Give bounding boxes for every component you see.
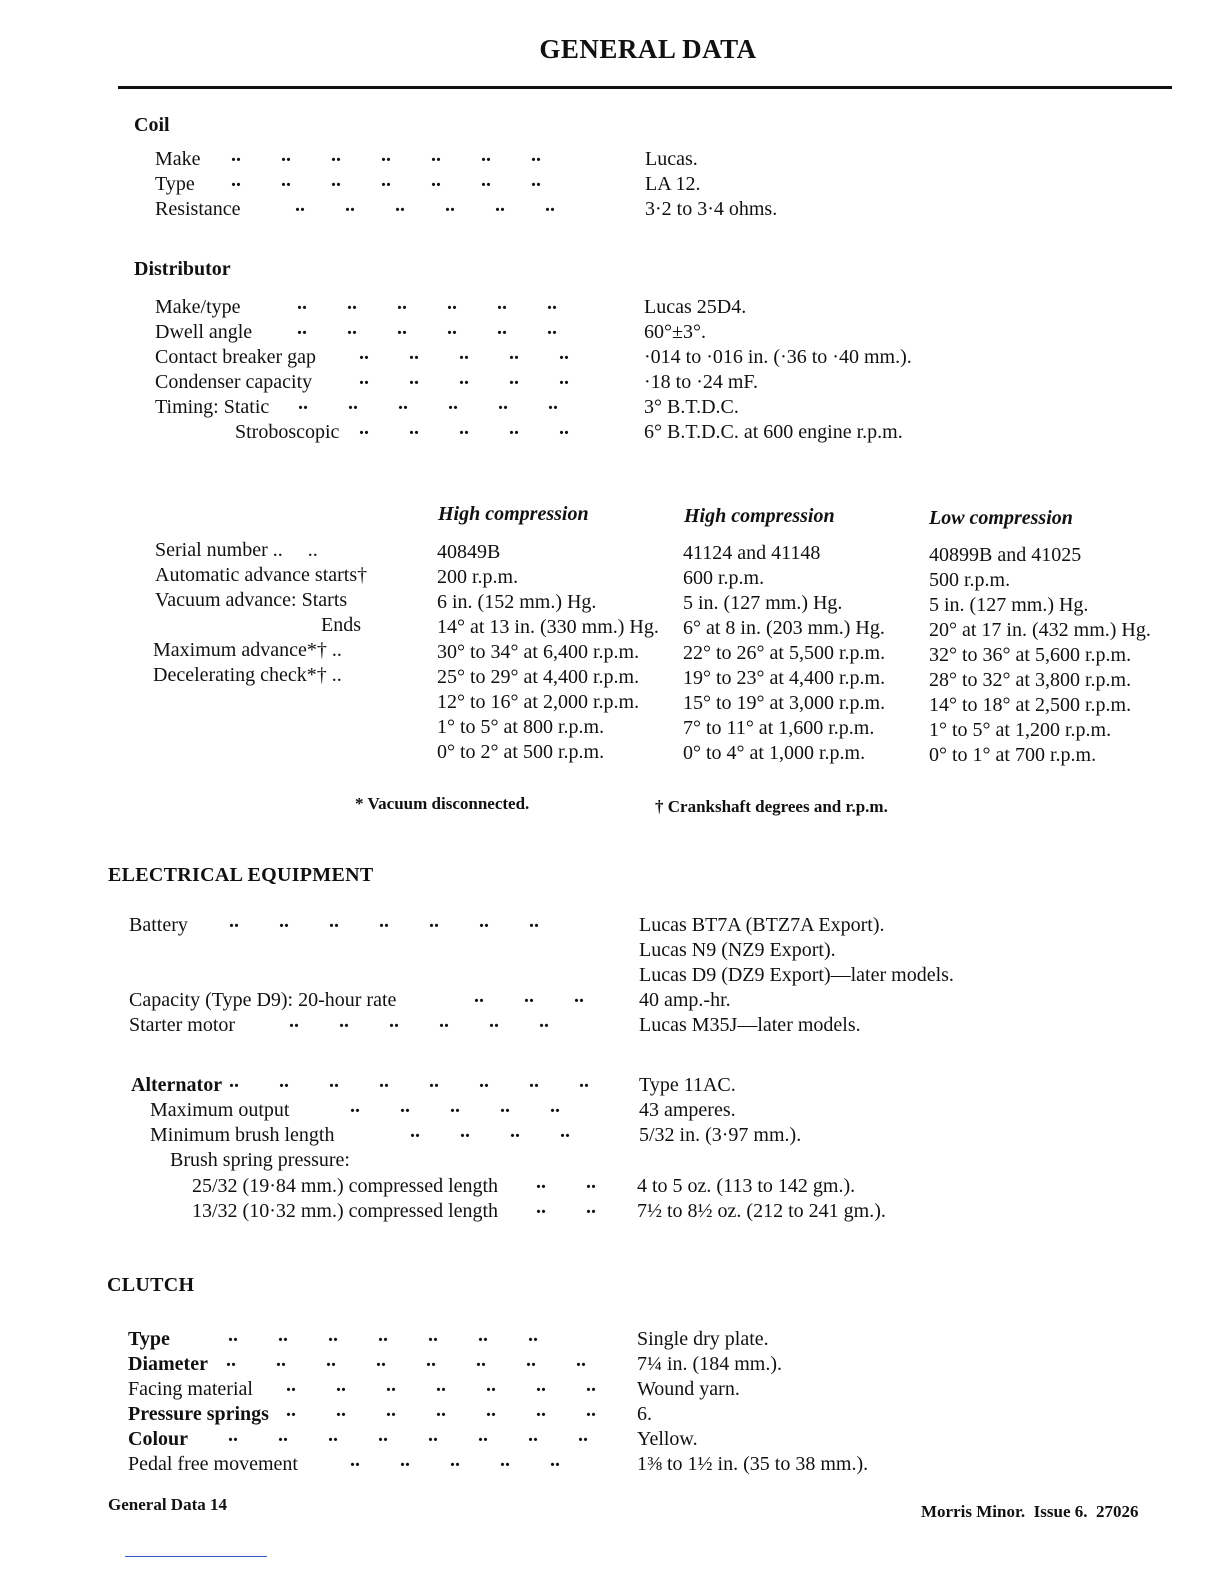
- row-label: Make/type: [155, 296, 241, 318]
- table-cell: 40899B and 41025: [929, 544, 1082, 566]
- row-value: 4 to 5 oz. (113 to 142 gm.).: [637, 1175, 856, 1197]
- table-cell: 22° to 26° at 5,500 r.p.m.: [683, 642, 886, 664]
- leader-dots: .. .. .. .. .. .. .. ..: [226, 1349, 586, 1371]
- row-value: 1⅜ to 1½ in. (35 to 38 mm.).: [637, 1453, 869, 1475]
- row-label: Dwell angle: [155, 321, 253, 343]
- table-cell: 5 in. (127 mm.) Hg.: [683, 592, 843, 614]
- bottom-rule: [125, 1556, 267, 1557]
- row-label: Type: [155, 173, 195, 195]
- row-value: ·014 to ·016 in. (·36 to ·40 mm.).: [644, 346, 912, 368]
- leader-dots: .. .. .. .. .. ..: [295, 194, 555, 216]
- table-cell: 14° at 13 in. (330 mm.) Hg.: [437, 616, 659, 638]
- distributor-strobe-row: [235, 419, 955, 445]
- table-cell: 30° to 34° at 6,400 r.p.m.: [437, 641, 640, 663]
- leader-dots: .. .. .. .. .. .. ..: [228, 1324, 538, 1346]
- row-label: Maximum output: [150, 1099, 290, 1121]
- table-cell: 1° to 5° at 1,200 r.p.m.: [929, 719, 1112, 741]
- clutch-colour-row: [128, 1426, 1028, 1452]
- decel-check-label: Decelerating check*† ..: [153, 664, 342, 686]
- leader-dots: .. .. .. .. ..: [350, 1095, 560, 1117]
- row-label: Minimum brush length: [150, 1124, 335, 1146]
- distributor-heading: Distributor: [134, 258, 231, 280]
- clutch-pedal-row: [128, 1451, 1028, 1477]
- table-cell: 28° to 32° at 3,800 r.p.m.: [929, 669, 1132, 691]
- row-value: 3° B.T.D.C.: [644, 396, 739, 418]
- row-value: 7½ to 8½ oz. (212 to 241 gm.).: [637, 1200, 886, 1222]
- row-value: Yellow.: [637, 1428, 698, 1450]
- leader-dots: .. .. .. .. .. .. .. ..: [229, 1070, 589, 1092]
- table-cell: 600 r.p.m.: [683, 567, 765, 589]
- alternator-row: [131, 1072, 1031, 1098]
- row-value: 60°±3°.: [644, 321, 706, 343]
- row-label: Type: [128, 1328, 170, 1350]
- table-cell: 15° to 19° at 3,000 r.p.m.: [683, 692, 886, 714]
- vacuum-ends-label: Ends: [321, 614, 361, 636]
- vacuum-starts-label: Vacuum advance: Starts: [155, 589, 348, 611]
- min-brush-row: [150, 1122, 1050, 1148]
- leader-dots: .. .. .. .. ..: [359, 367, 569, 389]
- table-cell: 1° to 5° at 800 r.p.m.: [437, 716, 605, 738]
- clutch-heading: CLUTCH: [107, 1274, 195, 1296]
- table-cell: 0° to 1° at 700 r.p.m.: [929, 744, 1097, 766]
- row-value: Lucas.: [645, 148, 698, 170]
- row-value: Single dry plate.: [637, 1328, 769, 1350]
- leader-dots: .. .. .. .. ..: [359, 417, 569, 439]
- leader-dots: .. .. .. .. .. ..: [298, 392, 558, 414]
- battery-row: [129, 912, 1029, 938]
- leader-dots: .. .. .. .. ..: [359, 342, 569, 364]
- table-cell: 7° to 11° at 1,600 r.p.m.: [683, 717, 875, 739]
- row-value: ·18 to ·24 mF.: [644, 371, 758, 393]
- footnote-crankshaft: † Crankshaft degrees and r.p.m.: [655, 797, 888, 816]
- row-value: Lucas 25D4.: [644, 296, 747, 318]
- leader-dots: .. .. .. .. .. ..: [289, 1010, 549, 1032]
- row-value: Lucas BT7A (BTZ7A Export).: [639, 914, 885, 936]
- title-rule: [118, 86, 1172, 89]
- row-value: 7¼ in. (184 mm.).: [637, 1353, 782, 1375]
- row-value: 3·2 to 3·4 ohms.: [645, 198, 778, 220]
- row-label: Make: [155, 148, 201, 170]
- footnote-vacuum: * Vacuum disconnected.: [355, 794, 530, 813]
- electrical-heading: ELECTRICAL EQUIPMENT: [108, 864, 374, 886]
- column-header-1: High compression: [438, 503, 589, 525]
- leader-dots: .. .. .. .. .. .. ..: [286, 1399, 596, 1421]
- coil-type-row: [155, 171, 955, 197]
- table-cell: 14° to 18° at 2,500 r.p.m.: [929, 694, 1132, 716]
- max-output-row: [150, 1097, 1050, 1123]
- leader-dots: .. .. .. .. .. .. ..: [231, 144, 541, 166]
- spring-1-row: [192, 1173, 1092, 1199]
- coil-heading: Coil: [134, 114, 170, 136]
- column-header-2: High compression: [684, 505, 835, 527]
- leader-dots: .. .. .. .. .. .. ..: [231, 169, 541, 191]
- leader-dots: .. .. .. ..: [410, 1120, 570, 1142]
- table-cell: 0° to 4° at 1,000 r.p.m.: [683, 742, 866, 764]
- row-value: 43 amperes.: [639, 1099, 736, 1121]
- row-value: 5/32 in. (3·97 mm.).: [639, 1124, 802, 1146]
- row-value: Lucas M35J—later models.: [639, 1014, 861, 1036]
- row-value: Wound yarn.: [637, 1378, 740, 1400]
- leader-dots: .. .. ..: [474, 985, 584, 1007]
- leader-dots: .. .. .. .. .. ..: [297, 292, 557, 314]
- row-value: 6.: [637, 1403, 652, 1425]
- row-label: Diameter: [128, 1353, 208, 1375]
- row-value: LA 12.: [645, 173, 701, 195]
- column-2-values: [683, 541, 885, 766]
- serial-number-label: Serial number .. ..: [155, 539, 318, 561]
- table-cell: 40849B: [437, 541, 501, 563]
- leader-dots: .. .. .. .. .. .. ..: [286, 1374, 596, 1396]
- row-value: 40 amp.-hr.: [639, 989, 731, 1011]
- row-label: Resistance: [155, 198, 241, 220]
- leader-dots: .. .. .. .. .. ..: [297, 317, 557, 339]
- table-cell: 6° at 8 in. (203 mm.) Hg.: [683, 617, 885, 639]
- table-cell: 200 r.p.m.: [437, 566, 519, 588]
- row-label: Starter motor: [129, 1014, 236, 1036]
- row-label: Facing material: [128, 1378, 253, 1400]
- battery-value-2: Lucas N9 (NZ9 Export).: [639, 939, 836, 961]
- leader-dots: .. .. .. .. .. .. ..: [229, 910, 539, 932]
- row-label: Pedal free movement: [128, 1453, 298, 1475]
- column-3-values: [929, 543, 1151, 768]
- page-title: GENERAL DATA: [539, 34, 757, 64]
- column-1-values: [437, 540, 659, 765]
- row-label: Timing: Static: [155, 396, 270, 418]
- spring-pressure-label: Brush spring pressure:: [170, 1149, 350, 1171]
- row-value: 6° B.T.D.C. at 600 engine r.p.m.: [644, 421, 903, 443]
- leader-dots: .. .. .. .. ..: [350, 1449, 560, 1471]
- row-label: Stroboscopic: [235, 421, 340, 443]
- row-label: 25/32 (19·84 mm.) compressed length: [192, 1175, 499, 1197]
- row-label: Battery: [129, 914, 188, 936]
- table-cell: 19° to 23° at 4,400 r.p.m.: [683, 667, 886, 689]
- footer-page-label: General Data 14: [108, 1495, 227, 1514]
- row-label: 13/32 (10·32 mm.) compressed length: [192, 1200, 499, 1222]
- table-cell: 32° to 36° at 5,600 r.p.m.: [929, 644, 1132, 666]
- table-cell: 12° to 16° at 2,000 r.p.m.: [437, 691, 640, 713]
- row-label: Colour: [128, 1428, 188, 1450]
- column-header-3: Low compression: [929, 507, 1073, 529]
- table-cell: 6 in. (152 mm.) Hg.: [437, 591, 597, 613]
- table-cell: 41124 and 41148: [683, 542, 821, 564]
- leader-dots: .. ..: [536, 1171, 596, 1193]
- row-label: Capacity (Type D9): 20-hour rate: [129, 989, 397, 1011]
- battery-value-3: Lucas D9 (DZ9 Export)—later models.: [639, 964, 954, 986]
- leader-dots: .. .. .. .. .. .. .. ..: [228, 1424, 588, 1446]
- row-label: Alternator: [131, 1074, 223, 1096]
- coil-resistance-row: [155, 196, 955, 222]
- table-cell: 0° to 2° at 500 r.p.m.: [437, 741, 605, 763]
- max-advance-label: Maximum advance*† ..: [153, 639, 342, 661]
- auto-advance-label: Automatic advance starts†: [155, 564, 368, 586]
- row-label: Pressure springs: [128, 1403, 269, 1425]
- table-cell: 25° to 29° at 4,400 r.p.m.: [437, 666, 640, 688]
- row-value: Type 11AC.: [639, 1074, 736, 1096]
- spring-2-row: [192, 1198, 1092, 1224]
- table-cell: 20° at 17 in. (432 mm.) Hg.: [929, 619, 1151, 641]
- capacity-row: [129, 987, 1029, 1013]
- row-label: Contact breaker gap: [155, 346, 317, 368]
- table-cell: 5 in. (127 mm.) Hg.: [929, 594, 1089, 616]
- footer-issue-label: Morris Minor. Issue 6. 27026: [921, 1502, 1139, 1521]
- starter-row: [129, 1012, 1029, 1038]
- row-label: Condenser capacity: [155, 371, 313, 393]
- leader-dots: .. ..: [536, 1196, 596, 1218]
- table-cell: 500 r.p.m.: [929, 569, 1011, 591]
